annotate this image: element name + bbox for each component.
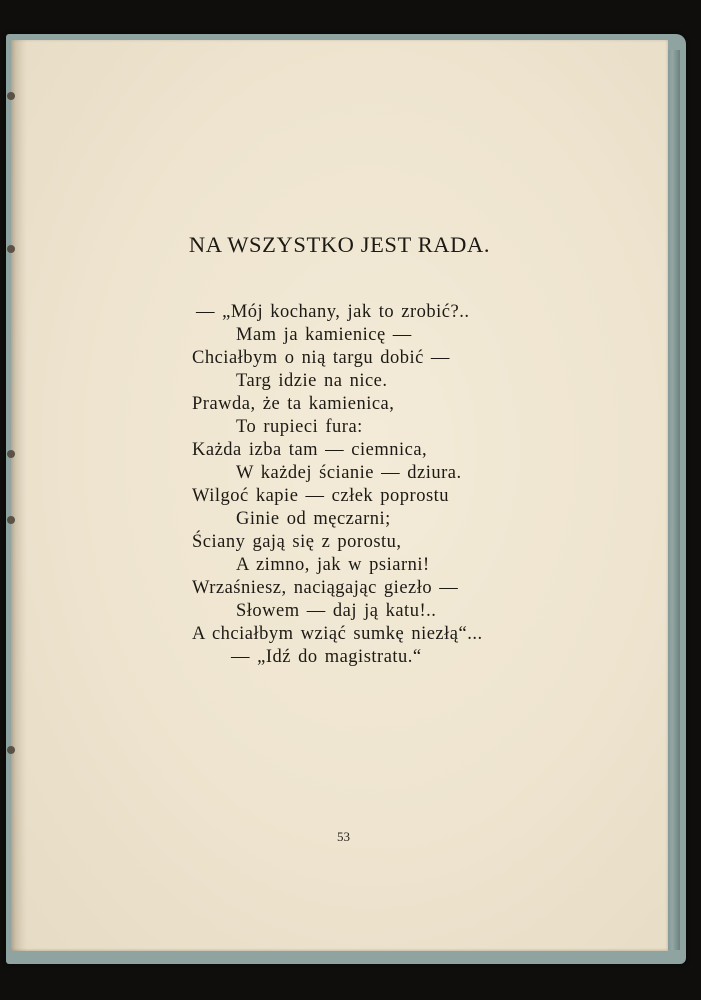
- poem-line: To rupieci fura:: [236, 417, 363, 437]
- cover-edge: [666, 50, 680, 950]
- poem-line: Każda izba tam — ciemnica,: [192, 440, 428, 460]
- poem-body: [192, 301, 483, 669]
- poem-line: Słowem — daj ją katu!..: [236, 601, 437, 621]
- binding-stitch: [7, 92, 15, 100]
- poem-line: Mam ja kamienicę —: [236, 325, 412, 345]
- binding-gutter: [11, 40, 27, 951]
- binding-stitch: [7, 450, 15, 458]
- poem-line: A zimno, jak w psiarni!: [236, 555, 430, 575]
- poem-line: Targ idzie na nice.: [236, 371, 388, 391]
- book-page: [11, 40, 668, 951]
- poem-line: Wilgoć kapie — człek poprostu: [192, 486, 450, 506]
- poem-line: Wrzaśniesz, naciągając giezło —: [192, 578, 459, 598]
- poem-line: Chciałbym o nią targu dobić —: [192, 348, 450, 368]
- poem-line: Ściany gają się z porostu,: [192, 532, 402, 552]
- poem-line: — „Idź do magistratu.“: [231, 647, 422, 667]
- binding-stitch: [7, 516, 15, 524]
- poem-line: A chciałbym wziąć sumkę niezłą“...: [192, 624, 483, 644]
- binding-stitch: [7, 746, 15, 754]
- poem-line: — „Mój kochany, jak to zrobić?..: [196, 302, 470, 322]
- poem-line: W każdej ścianie — dziura.: [236, 463, 462, 483]
- poem-line: Ginie od męczarni;: [236, 509, 391, 529]
- page-number: 53: [337, 829, 350, 844]
- poem-line: Prawda, że ta kamienica,: [192, 394, 395, 414]
- poem-title: NA WSZYSTKO JEST RADA.: [188, 232, 491, 257]
